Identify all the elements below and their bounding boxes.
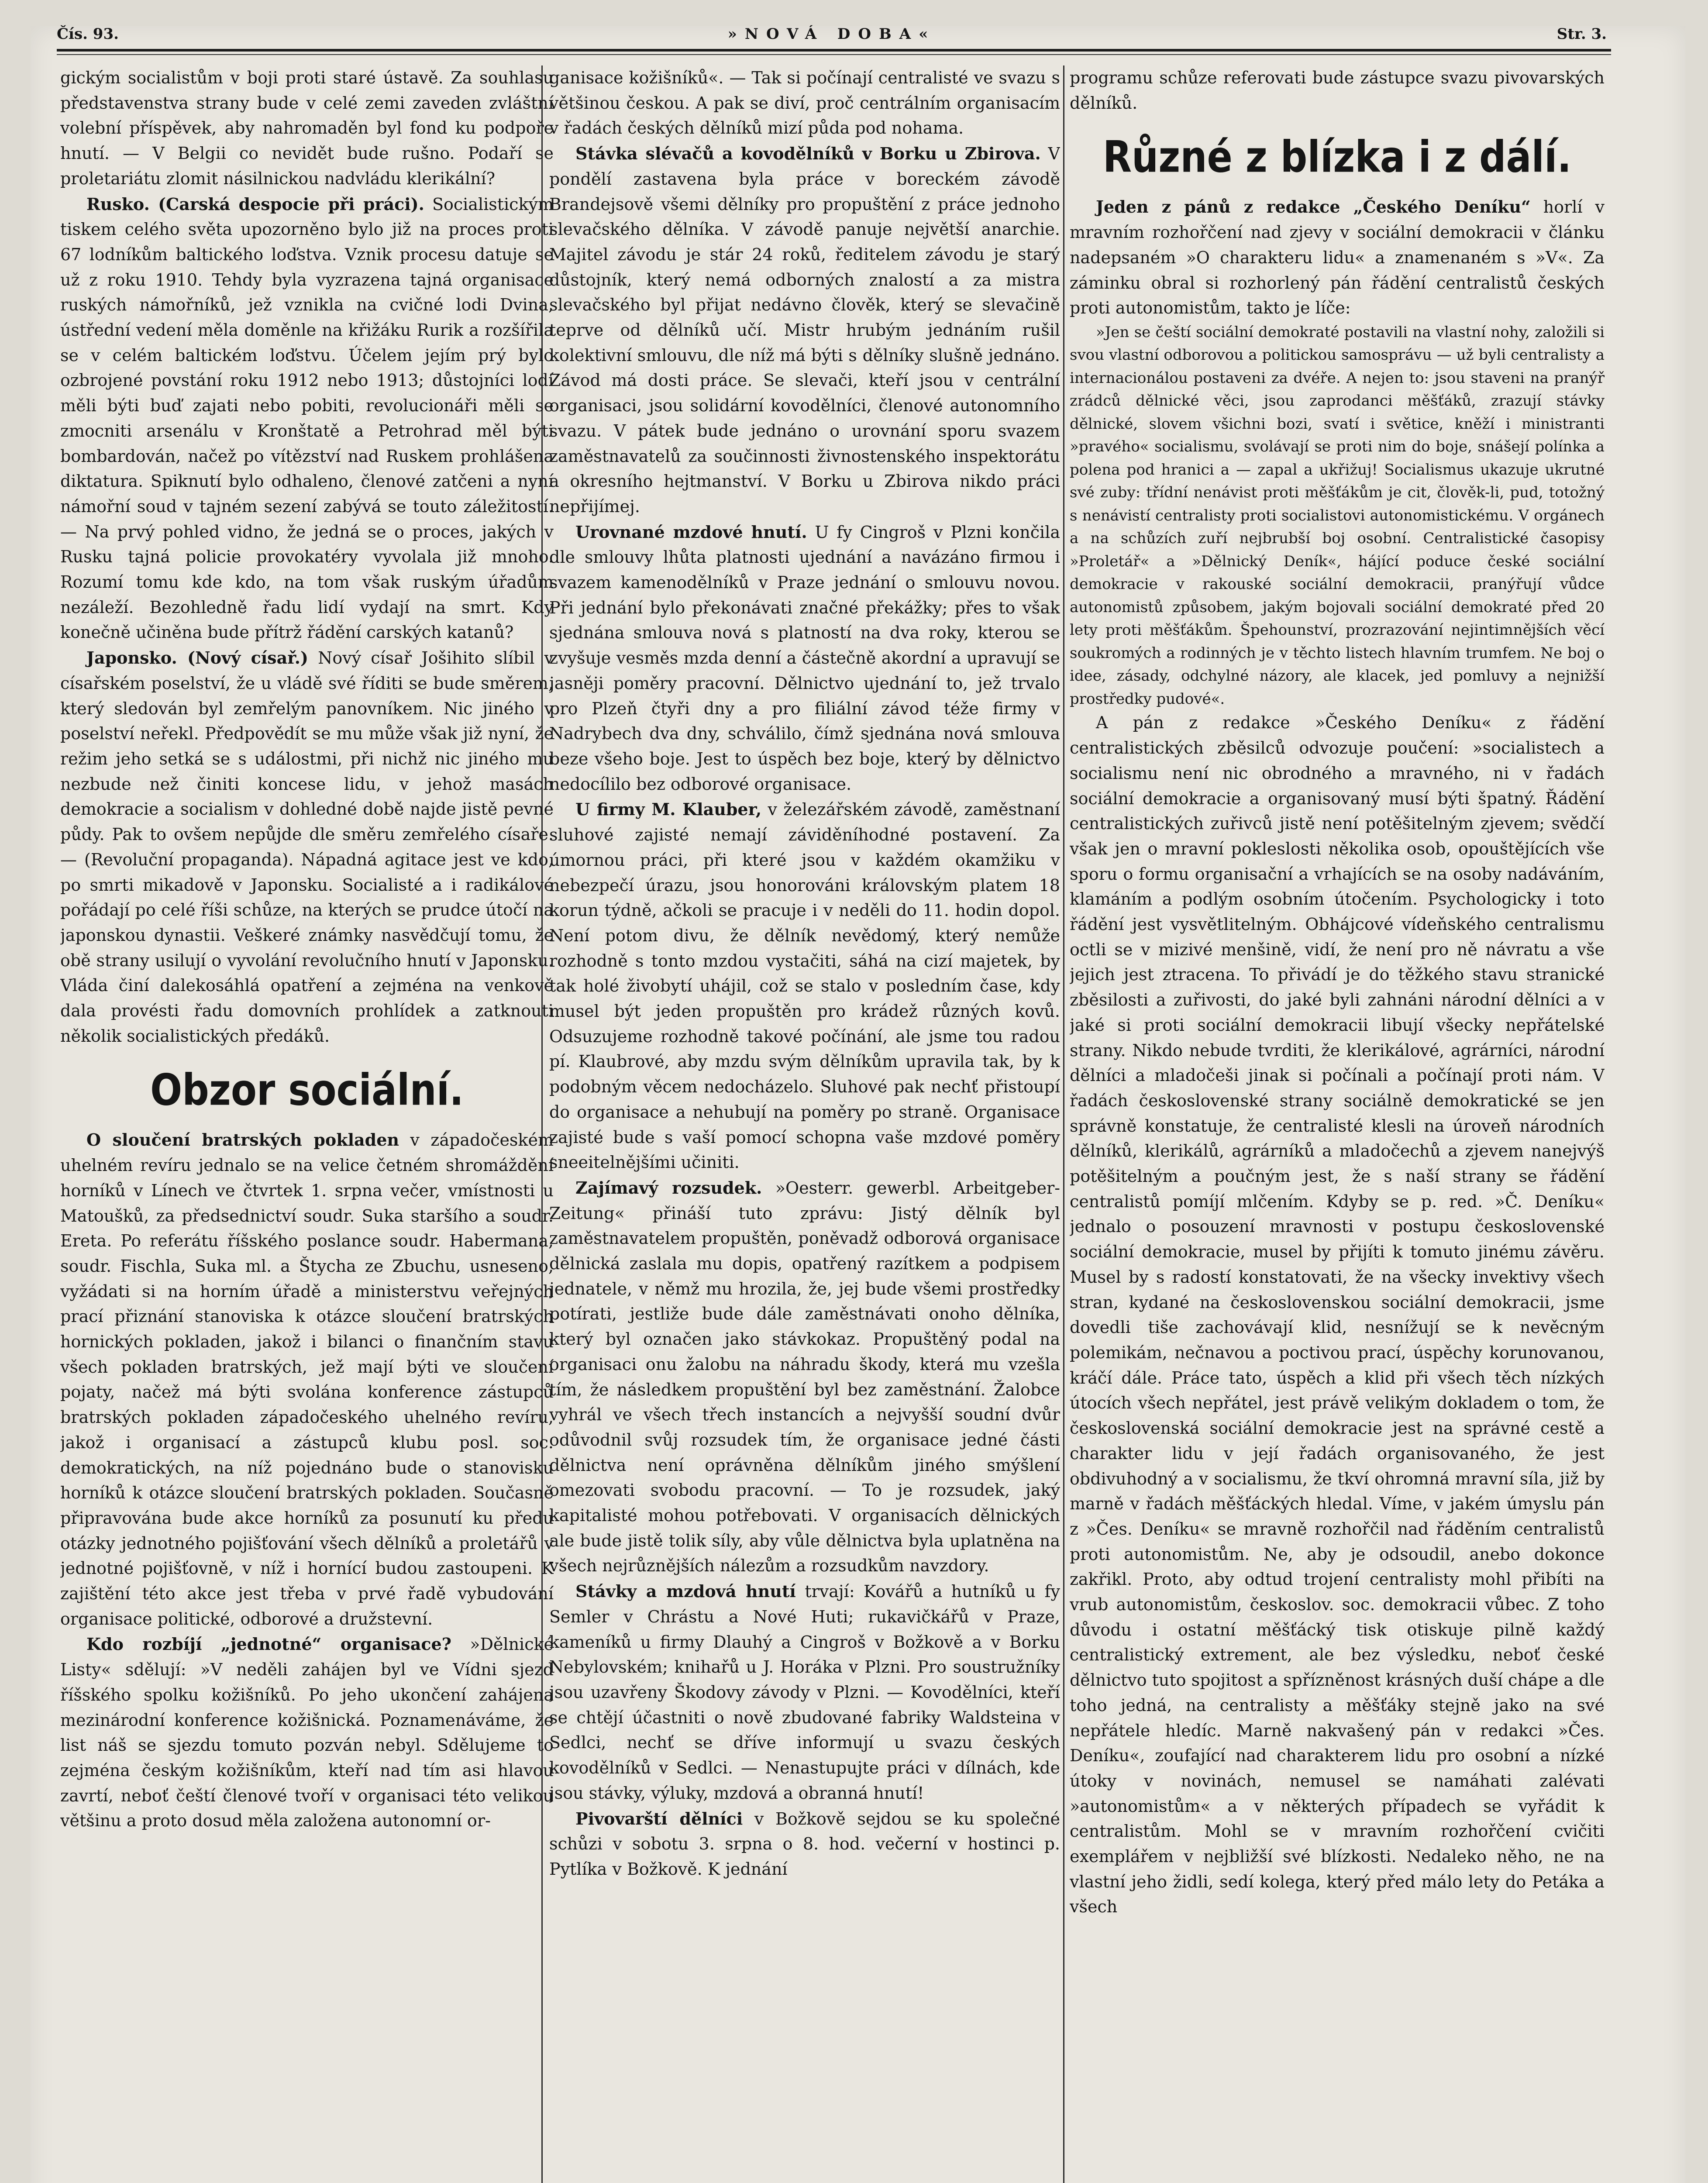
header-rule-thin (57, 54, 1611, 55)
section-title-social: Obzor sociální. (150, 1065, 464, 1116)
who-text: »Dělnické Listy« sdělují: »V neděli zahájen byl ve Vídni sjezd říšského spolku kožišníků. Po jeho ukončení zahájena mezinárodní konference kožišnická. Poznamenáváme, že list náš se sjezdu tomuto pozván nebyl. Sdělujeme to zejména českým kožišníkům, kteří nad tím asi hlavou zavrtí, neboť čeští členové tvoří v organisaci této velikou většinu a proto dosud měla založena autonomní or- (60, 1635, 554, 1831)
brewery-article (549, 1806, 1060, 1882)
quote-text: »Jen se čeští sociální demokraté postavili na vlastní nohy, založili si svou vlastní odborovou a politickou samosprávu — už byli centralisty a internacionálou postaveni za dvéře. A nejen to: jsou staveni na pranýř zrádců dělnické věci, jsou zaprodanci měšťáků, zrazují stávky dělnické, slovem všichni bozi, svatí i světice, kněží i ministranti »pravého« socialismu, svolávají se proti nim do boje, snášejí polínka a polena pod hranici a — zapal a ukřižuj! Socialismus ukazuje ukrutné své zuby: třídní nenávist proti měšťákům je cit, člověk-li, pud, totožný s nenávistí centralisty proti socialistovi autonomistickému. V orgánech a na schůzích zuří nejbrubší boj osobní. Centralistické časopisy »Proletář« a »Dělnický Deník«, hájící poduce české sociální demokracie v rakouské sociální demokracii, pranýřují vůdce autonomistů způsobem, jakým bojovali sociální demokraté před 20 lety proti měšťákům. Špehounství, prozrazování nejintimnějších věcí soukromých a rodinných je v těchto listech hlavním trumfem. Ne boj o idee, zásady, odchylné názory, ale klacek, jed pomluvy a nejnižší prostředky pudové«. (1070, 323, 1605, 708)
russia-article (60, 192, 554, 646)
brewery-text: v Božkově sejdou se ku společné schůzi v sobotu 3. srpna o 8. hod. večerní v hostinci p. Pytlíka v Božkově. K jednání (549, 1809, 1060, 1879)
borek-article (549, 141, 1060, 520)
quote-block (1070, 321, 1605, 711)
strikes-heading: Stávky a mzdová hnutí (575, 1581, 796, 1601)
klauber-heading: U firmy M. Klauber, (575, 799, 762, 819)
russia-text: Socialistickým tiskem celého světa upozorněno bylo již na proces proti 67 lodníkům baltického loďstva. Vznik procesu datuje se už z roku 1910. Tehdy byla vyzrazena tajná organisace ruských námořníků, jež vznikla na cvičné lodi Dvina, ústřední vedení měla doměnle na křižáku Rurik a rozšířila se v celém baltickém loďstvu. Účelem jejím prý bylo ozbrojené povstání roku 1912 nebo 1913; důstojníci lodí měli býti buď zajati nebo pobiti, revolucionáři měli se zmocniti arsenálu v Kronštatě a Petrohrad měl býti bombardován, načež po vítězství nad Ruskem prohlášena diktatura. Spiknutí bylo odhaleno, členové zatčeni a nyní námořní soud v tajném sezení zabývá se touto záležitostí. — Na prvý pohled vidno, že jedná se o proces, jakých v Rusku tajná policie provokatéry vyvolala již mnoho. Rozumí tomu kde kdo, na tom však ruským úřadům nezáleží. Bezohledně řadu lidí vydají na smrt. Kdy konečně učiněna bude přítrž řádění carských katanů? (60, 194, 554, 642)
section-title-misc: Různé z blízka i z dálí. (1102, 132, 1572, 182)
newspaper-title: »NOVÁ DOBA« (727, 25, 936, 43)
wage-heading: Urovnané mzdové hnutí. (575, 522, 807, 542)
japan-article (60, 645, 554, 1049)
brewery-heading: Pivovarští dělníci (575, 1808, 743, 1828)
wage-article (549, 520, 1060, 797)
page-number: Str. 3. (1556, 25, 1607, 43)
merge-article (60, 1127, 554, 1632)
column-3 (1070, 65, 1605, 2183)
denik-article (1070, 194, 1605, 321)
japan-text: Nový císař Jošihito slíbil v císařském poselství, že u vládě své říditi se bude směrem, který sledován byl zemřelým panovníkem. Nic jiného v poselství neřekl. Předpovědít se mu může však již nyní, že režim jeho setká se s událostmi, při nichž nic jiného mu nezbude než činiti koncese lidu, v jehož masách demokracie a socialism v dohledné době najde jistě pevné půdy. Pak to ovšem nepůjde dle směru zemřelého císaře. — (Revoluční propaganda). Nápadná agitace jest ve kdo, po smrti mikadově v Japonsku. Socialisté a i radikálové pořádají po celé říši schůze, na kterých se prudce útočí na japonskou dynastii. Veškeré známky nasvědčují tomu, že obě strany usilují o vyvolání revolučního hnutí v Japonsku. Vláda činí dalekosáhlá opatření a zejména na venkově dala provésti řadu domovních prohlídek a zatknouti několik socialistických předáků. (60, 648, 554, 1046)
brewery-continued: programu schůze referovati bude zástupce svazu pivovarských dělníků. (1070, 68, 1605, 113)
klauber-article (549, 797, 1060, 1175)
who-article (60, 1632, 554, 1834)
borek-text: V pondělí zastavena byla práce v boreckém závodě Brandejsově všemi dělníky pro propuštění z práce jednoho slevačského dělníka. V závodě panuje největší anarchie. Majitel závodu je stár 24 roků, ředitelem závodu je starý důstojník, který nemá odborných znalostí a za mistra slevačského byl přijat nedávno člověk, který se slevačině teprve od dělníků učí. Mistr hrubým jednáním rušil kolektivní smlouvu, dle níž má býti s dělníky slušně jednáno. Závod má dosti práce. Se slevači, kteří jsou v centrální organisaci, jsou solidární kovodělníci, členové autonomního svazu. V pátek bude jednáno o urovnání sporu svazem zaměstnavatelů za součinnosti živnostenského inspektorátu a okresního hejtmanství. V Borku u Zbirova nikdo práci nepřijímej. (549, 144, 1060, 516)
strikes-article (549, 1579, 1060, 1806)
column-2 (549, 65, 1060, 2183)
column-divider (1063, 65, 1064, 2183)
denik-response: A pán z redakce »Českého Deníku« z řádění centralistických zběsilců odvozuje poučení: »socialistech a socialismu není nic obrodného a mravného, ni v řadách sociální demokracie a organisovaný musí býti špatný. Řádění centralistických zuřivců jistě není potěšitelným zjevem; svědčí však jen o mravní pokleslosti několika osob, opouštějících vše sporu o formu organisační a vrhajících se na osoby nadáváním, klamáním a podlým osobním útočením. Psychologicky i toto řádění jest vysvětlitelným. Obhájcové vídeňského centralismu octli se v mizivé menšině, vidí, že není pro ně návratu a vše jejich jest ztracena. To přivádí je do těžkého stavu stranické zběsilosti a zuřivosti, do jaké byli zahnáni národní dělníci a v jaké si proti sociální demokracii libují všecky nepřátelské strany. Nikdo nebude tvrditi, že klerikálové, agrárníci, národní dělníci a mladočeši jinak si počínali a počínají proti nám. V řadách československé strany sociálně demokratické se jen správně konstatuje, že centralisté klesli na úroveň národních dělníků, klerikálů, agrárníků a mladočechů a zjevem nanejvýš potěšitelným a poučným jest, že s naší strany se řádění centralistů pomíjí mlčením. Kdyby se p. red. »Č. Deníku« jednalo o posouzení mravnosti v postupu československé sociální demokracie, musel by přijíti k tomuto jinému závěru. Musel by s radostí konstatovati, že na všecky invektivy všech stran, kydané na československou sociální demokracii, jsme dovedli tiše zachovávají klid, nesnížují se k nevěcným polemikám, nečnavou a poctivou prací, úspěchy korunovanou, kráčí dále. Práce tato, úspěch a klid při všech těch nízkých útocích všech nepřátel, jest právě velikým dokladem o tom, že československá sociální demokracie jest na správné cestě a charakter lidu v její řadách organisovaného, že jest obdivuhodný a v socialismu, že tkví ohromná mravní síla, již by marně v řadách měšťáckých hledal. Víme, v jakém úmyslu pán z »Čes. Deníku« se mravně rozhořčil nad řáděním centralistů proti autonomistům. Ne, aby je odsoudil, anebo dokonce zakřikl. Proto, aby odtud trojení centralisty mohl přibíti na vrub autonomistům, českoslov. soc. demokracii vůbec. Z toho důvodu i ostatní měšťácký tisk otiskuje pilně každý centralistický extrement, ale bez výsledku, neboť české dělnictvo tuto spojitost a spřízněnost krásných duší chápe a dle toho jedná, na centralisty a měšťáky stejně jako na své nepřátele hledíc. Marně nakvašený pán v redakci »Čes. Deníku«, zoufající nad charakterem lidu pro osobní a nízké útoky v novinách, nemusel se namáhati zalévati »autonomistům« a v některých případech se vyřádit k centralistům. Mohl se v mravním rozhořčení cvičiti exemplářem v nejbližší své blízkosti. Nedaleko něho, ne na vlastní jeho židli, sedí kolega, který před málo lety do Petáka a všech (1070, 713, 1605, 1917)
wage-text: U fy Cingroš v Plzni končila dle smlouvy lhůta platnosti ujednání a navázáno firmou i svazem kamenodělníků v Praze jednání o smlouvu novou. Při jednání bylo překonávati značné překážky; přes to však sjednána smlouva nová s platností na dva roky, kterou se zvyšuje vesměs mzda denní a částečně akordní a upravují se jasněji poměry pracovní. Dělnictvo ujednání to, jež trvalo pro Plzeň čtyři dny a pro filiální závod téže firmy v Nadrybech dva dny, schválilo, čímž sjednána nová smlouva beze všeho boje. Jest to úspěch bez boje, který by dělnictvo nedocílilo bez odborové organisace. (549, 522, 1060, 794)
merge-heading: O sloučení bratrských pokladen (86, 1130, 399, 1150)
issue-number: Čís. 93. (57, 25, 119, 43)
merge-text: v západočeském uhelném revíru jednalo se na velice četném shromáždění horníků v Línech ve čtvrtek 1. srpna večer, vmístnosti u Matoušků, za předsednictví soudr. Suka staršího a soudr. Ereta. Po referátu říšského poslance soudr. Habermana, soudr. Fischla, Suka ml. a Štycha ze Zbuchu, usneseno, vyžádati si na horním úřadě a ministerstvu veřejných prací přiznání stanoviska k otázce sloučení bratrských hornických pokladen, jakož i bilanci o finančním stavu všech pokladen bratrských, jež mají býti ve sloučení pojaty, načež má býti svolána konference zástupců bratrských pokladen západočeského uhelného revíru, jakož i organisací a zástupců klubu posl. soc. demokratických, na níž pojednáno bude o stanovisku horníků k otázce sloučení bratrských pokladen. Současně připravována bude akce horníků za posunutí ku předu otázky jednotného pojišťování všech dělníků a proletářů v jednotné pojišťovně, v níž i hornící budou zastoupeni. K zajištění této akce jest třeba v prvé řadě vybudování organisace politické, odborové a družstevní. (60, 1130, 554, 1629)
japan-heading: Japonsko. (Nový císař.) (86, 648, 308, 668)
column-1 (60, 65, 554, 2183)
borek-heading: Stávka slévačů a kovodělníků v Borku u Zbirova. (575, 144, 1041, 164)
russia-heading: Rusko. (Carská despocie při práci). (86, 194, 424, 214)
who-heading: Kdo rozbíjí „jednotné“ organisace? (86, 1634, 451, 1654)
verdict-text: »Oesterr. gewerbl. Arbeitgeber-Zeitung« přináší tuto zprávu: Jistý dělník byl zaměstnavatelem propuštěn, poněvadž odborová organisace dělnická zaslala mu dopis, opatřený razítkem a podpisem jednatele, v němž mu hrozila, že, jej bude všemi prostředky potírati, jestliže bude dále zaměstnávati onoho dělníka, který byl označen jako stávkokaz. Propuštěný podal na organisaci onu žalobu na náhradu škody, která mu vzešla tím, že následkem propuštění byl bez zaměstnání. Žalobce vyhrál ve všech třech instancích a nejvyšší soudní dvůr odůvodnil svůj rozsudek tím, že organisace jedné části dělnictva není oprávněna dělníkům jiného smýšlení omezovati svobodu pracovní. — To je rozsudek, jaký kapitalisté mohou potřebovati. V organisacích dělnických ale bude jistě tolik síly, aby vůle dělnictva byla uplatněna na všech nejrůznějších nálezům a rozsudkům navzdory. (549, 1178, 1060, 1576)
verdict-heading: Zajímavý rozsudek. (575, 1178, 762, 1198)
klauber-text: v železářském závodě, zaměstnaní sluhové zajisté nemají záviděníhodné postavení. Za úmornou práci, při které jsou v každém okamžiku v nebezpečí úrazu, jsou honorováni královským platem 18 korun týdně, ačkoli se pracuje i v neděli do 11. hodin dopol. Není potom divu, že dělník nevědomý, který nemůže rozhodně s tonto mzdou vystačiti, sáhá na cizí majetek, by tak holé živobytí uhájil, což se stalo v posledním čase, kdy musel být jeden propuštěn pro krádež různých kovů. Odsuzujeme rozhodně takové počínání, ale jsme tou radou pí. Klaubrové, aby mzdu svým dělníkům upravila tak, by k podobným věcem nedocházelo. Sluhové pak nechť přistoupí do organisace a nehubují na poměry po straně. Organisace zajisté bude s vaší pomocí schopna vaše mzdové poměry sneeitelnějšími učiniti. (549, 800, 1060, 1172)
strikes-text: trvají: Kovářů a hutníků u fy Semler v Chrástu a Nové Huti; rukavičkářů v Praze, kameníků u firmy Dlauhý a Cingroš v Božkově a v Borku Nebylovském; knihařů u J. Horáka v Plzni. Pro soustružníky jsou uzavřeny Škodovy závody v Plzni. — Kovodělníci, kteří se chtějí účastniti o nově zbudované fabriky Waldsteina v Sedlci, nechť se dříve informují u svazu českých kovodělníků v Sedlci. — Nenastupujte práci v dílnách, kde jsou stávky, výluky, mzdová a obranná hnutí! (549, 1582, 1060, 1803)
page-header (57, 17, 1607, 52)
denik-heading: Jeden z pánů z redakce „Českého Deníku“ (1096, 197, 1531, 217)
denik-intro: horlí v mravním rozhořčení nad zjevy v sociální demokracii v článku nadepsaném »O charakteru lidu« a znamenaném s »V«. Za záminku obral si rozhorlený pán řádění centralistů českých proti autonomistům, takto je líče: (1070, 197, 1605, 318)
header-rule (57, 49, 1611, 52)
furriers-paragraph: ganisace kožišníků«. — Tak si počínají centralisté ve svazu s většinou českou. A pak se diví, proč centrálním organisacím v řadách českých dělníků mizí půda pod nohama. (549, 68, 1060, 138)
belgium-paragraph: gickým socialistům v boji proti staré ústavě. Za souhlasu představenstva strany bude v celé zemi zaveden zvláštní volební příspěvek, aby nahromaděn byl fond ku podpoře hnutí. — V Belgii co nevidět bude rušno. Podaří se proletariátu zlomit násilnickou nadvládu klerikální? (60, 68, 554, 188)
verdict-article (549, 1175, 1060, 1579)
